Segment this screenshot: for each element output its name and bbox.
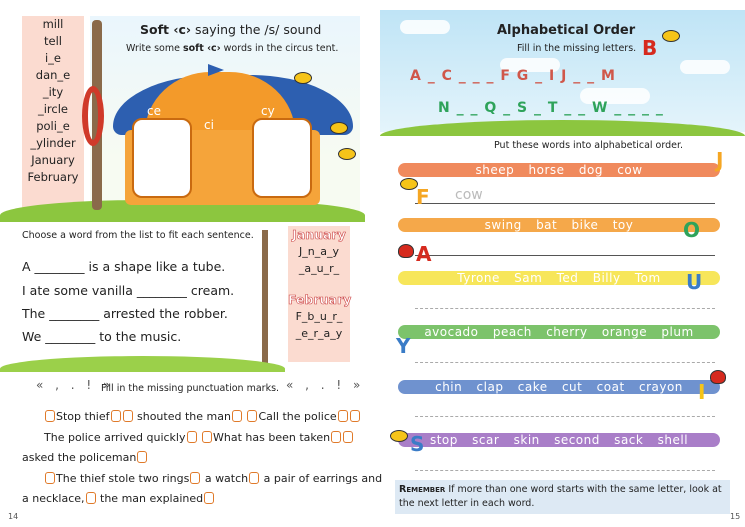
- month-february: February: [288, 292, 352, 307]
- letter-a: A: [416, 242, 432, 266]
- page-number: 14: [8, 512, 19, 521]
- bee-icon: [294, 72, 312, 84]
- punct-box[interactable]: [123, 410, 133, 422]
- sentence-3[interactable]: The ________ arrested the robber.: [22, 306, 228, 321]
- page-subtitle: Fill in the missing letters.: [517, 43, 637, 54]
- remember-text: If more than one word starts with the same letter, look at the next letter in each word.: [399, 484, 722, 509]
- word-list-item: dan_e: [35, 68, 71, 82]
- letter-b: B: [642, 36, 658, 60]
- word-band-3: Tyrone Sam Ted Billy Tom: [398, 271, 720, 285]
- choose-instruction: Choose a word from the list to fit each sentence.: [22, 230, 254, 241]
- order-instruction: Put these words into alphabetical order.: [494, 140, 684, 151]
- tent-writing-area-ce[interactable]: [132, 118, 192, 198]
- punct-box[interactable]: [86, 492, 96, 504]
- page-subtitle: Write some soft ‹c› words in the circus tent.: [126, 43, 339, 54]
- word-band-4: avocado peach cherry orange plum: [398, 325, 720, 339]
- word-list-item: poli_e: [36, 119, 70, 133]
- bee-icon: [330, 122, 348, 134]
- punct-box[interactable]: [232, 410, 242, 422]
- word-list-item: _ircle: [37, 102, 68, 116]
- page-number: 15: [730, 512, 741, 521]
- letter-y: Y: [396, 334, 411, 358]
- punct-box[interactable]: [190, 472, 200, 484]
- month-blank[interactable]: _a_u_r_: [298, 262, 340, 275]
- tent-label-ci: ci: [204, 118, 214, 132]
- letter-f: F: [416, 185, 430, 209]
- punct-box[interactable]: [45, 472, 55, 484]
- tent-flag: [208, 64, 224, 76]
- word-list-item: _ity: [42, 85, 64, 99]
- word-band-5: chin clap cake cut coat crayon: [398, 380, 720, 394]
- ladybird-icon: [710, 370, 726, 384]
- word-list-item: mill: [42, 17, 64, 31]
- punct-box[interactable]: [137, 451, 147, 463]
- letter-o: O: [683, 218, 701, 242]
- punctuation-instruction: Fill in the missing punctuation marks.: [101, 383, 280, 394]
- alphabet-row-2[interactable]: N _ _ Q _ S _ T _ _ W _ _ _ _: [438, 100, 664, 116]
- punct-line-1: Stop thief shouted the man Call the police: [44, 410, 361, 423]
- word-list-item: February: [27, 170, 79, 184]
- punct-line-2: The police arrived quickly What has been taken: [44, 431, 354, 444]
- answer-line-5[interactable]: [415, 416, 715, 417]
- tent-label-cy: cy: [261, 104, 275, 118]
- remember-label: Remember: [399, 484, 446, 495]
- word-list-item: tell: [44, 34, 62, 48]
- punct-line-3: asked the policeman: [22, 451, 148, 464]
- bee-icon: [338, 148, 356, 160]
- bee-icon: [400, 178, 418, 190]
- punct-box[interactable]: [202, 431, 212, 443]
- month-january: January: [292, 227, 346, 242]
- snake-illustration: [82, 86, 104, 146]
- month-blank[interactable]: F_b_u_r_: [295, 310, 343, 323]
- cloud: [400, 20, 450, 34]
- cloud: [680, 60, 730, 74]
- answer-line-2[interactable]: [415, 255, 715, 256]
- sentence-1[interactable]: A ________ is a shape like a tube.: [22, 259, 226, 274]
- answer-line-4[interactable]: [415, 362, 715, 363]
- punct-box[interactable]: [45, 410, 55, 422]
- bee-icon: [662, 30, 680, 42]
- punct-box[interactable]: [350, 410, 360, 422]
- word-list-item: _ylinder: [30, 136, 76, 150]
- letter-j: J: [716, 148, 724, 172]
- punct-box[interactable]: [249, 472, 259, 484]
- punct-box[interactable]: [331, 431, 341, 443]
- word-list-panel: [22, 16, 84, 218]
- word-list-item: January: [31, 153, 75, 167]
- bee-icon: [390, 430, 408, 442]
- right-page: [380, 0, 745, 527]
- sentence-2[interactable]: I ate some vanilla ________ cream.: [22, 283, 235, 298]
- alphabet-row-1[interactable]: A _ C _ _ _ F G _ I J _ _ M: [410, 68, 616, 84]
- answer-line-1[interactable]: [415, 203, 715, 204]
- page-title: Soft ‹c› saying the /s/ sound: [140, 22, 322, 37]
- ladybird-icon: [398, 244, 414, 258]
- letter-s: S: [410, 432, 425, 456]
- month-spelling-panel: [288, 226, 350, 362]
- punctuation-symbols: « , . ! »: [286, 378, 365, 392]
- answer-line-6[interactable]: [415, 470, 715, 471]
- punctuation-symbols: « , . ! »: [36, 378, 115, 392]
- sentence-4[interactable]: We ________ to the music.: [22, 329, 182, 344]
- month-blank[interactable]: _e_r_a_y: [295, 327, 343, 340]
- letter-i: I: [698, 380, 706, 404]
- punct-box[interactable]: [111, 410, 121, 422]
- punct-box[interactable]: [338, 410, 348, 422]
- tent-label-ce: ce: [147, 104, 161, 118]
- word-band-6: stop scar skin second sack shell: [398, 433, 720, 447]
- answer-line-3[interactable]: [415, 308, 715, 309]
- grass-strip: [0, 356, 285, 372]
- punct-line-4: The thief stole two rings a watch a pair of earrings and: [44, 472, 382, 485]
- punct-box[interactable]: [247, 410, 257, 422]
- word-band-1: sheep horse dog cow: [398, 163, 720, 177]
- letter-u: U: [686, 270, 703, 294]
- tent-writing-area-cy[interactable]: [252, 118, 312, 198]
- punct-box[interactable]: [343, 431, 353, 443]
- punct-box[interactable]: [187, 431, 197, 443]
- month-blank[interactable]: J_n_a_y: [299, 245, 339, 258]
- punct-line-5: a necklace, the man explained: [22, 492, 215, 505]
- word-band-2: swing bat bike toy: [398, 218, 720, 232]
- word-list-item: i_e: [44, 51, 62, 65]
- remember-tip: [395, 480, 730, 514]
- page-title: Alphabetical Order: [497, 23, 636, 38]
- punct-box[interactable]: [204, 492, 214, 504]
- example-answer: cow: [455, 187, 483, 203]
- small-tree: [262, 230, 268, 370]
